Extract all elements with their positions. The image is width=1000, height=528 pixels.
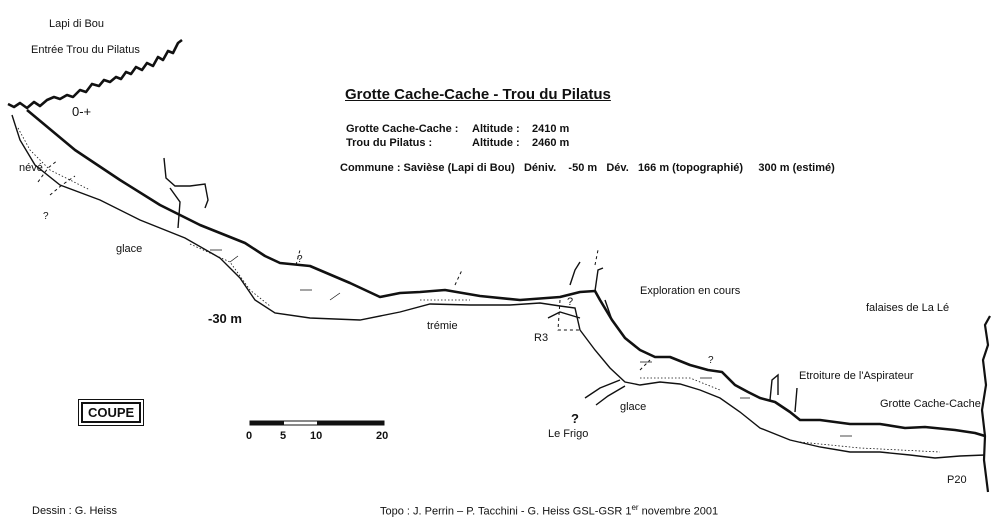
label-tremie: trémie: [427, 320, 458, 332]
svg-text:?: ?: [297, 254, 303, 265]
rock-texture: [210, 250, 852, 436]
commune-line: [340, 162, 835, 174]
tdp-alt-label: Altitude :: [472, 137, 520, 149]
label-le-frigo: Le Frigo: [548, 428, 589, 440]
label-falaises: falaises de La Lé: [866, 302, 950, 314]
label-exploration: Exploration en cours: [640, 285, 741, 297]
dashed-lines: [38, 160, 650, 370]
footer-topo: [380, 503, 718, 518]
coupe-box: COUPE: [81, 402, 141, 423]
footer-dessin: Dessin : G. Heiss: [32, 505, 117, 517]
label-r3: R3: [534, 332, 549, 344]
label-etroiture: Etroiture de l'Aspirateur: [799, 370, 914, 382]
scale-tick-5: 5: [280, 430, 287, 442]
footer-topo-sup: er: [631, 503, 639, 512]
footer-topo-date: novembre 2001: [638, 505, 719, 518]
gcc-alt-value: 2410 m: [532, 123, 570, 135]
label-depth-30: -30 m: [208, 311, 242, 326]
footer-topo-text: Topo : J. Perrin – P. Tacchini - G. Heiss GSL-GSR 1: [380, 505, 632, 518]
label-question-mark: ?: [567, 296, 574, 308]
scale-tick-0: 0: [246, 430, 253, 442]
label-zero: 0-+: [72, 104, 92, 119]
label-neve: névé: [19, 162, 43, 174]
deniv-value: -50 m: [568, 162, 598, 174]
gcc-alt-label: Altitude :: [472, 123, 520, 135]
label-lapi-di-bou: Lapi di Bou: [49, 18, 105, 30]
gcc-name: Grotte Cache-Cache :: [346, 123, 459, 135]
label-glace-right: glace: [620, 401, 647, 413]
label-p20: P20: [947, 474, 967, 486]
scale-bar: [250, 421, 384, 425]
frigo-branch: [585, 380, 625, 405]
dev-estimated: 300 m (estimé): [758, 162, 835, 174]
dev-value: 166 m (topographié): [637, 162, 744, 174]
scale-tick-20: 20: [376, 430, 389, 442]
svg-text:?: ?: [708, 355, 714, 366]
svg-text:?: ?: [571, 411, 579, 426]
tdp-alt-value: 2460 m: [532, 137, 570, 149]
commune: Commune : Savièse (Lapi di Bou): [340, 162, 515, 174]
ceiling-line: [27, 110, 985, 436]
dev-label: Dév.: [606, 162, 629, 174]
label-glace-left: glace: [116, 243, 143, 255]
label-grotte-cc: Grotte Cache-Cache: [880, 398, 981, 410]
map-title: Grotte Cache-Cache - Trou du Pilatus: [345, 86, 611, 103]
floor-detail: [18, 128, 940, 452]
scale-tick-10: 10: [310, 430, 323, 442]
label-entree: Entrée Trou du Pilatus: [31, 44, 140, 56]
tdp-name: Trou du Pilatus :: [346, 137, 433, 149]
cliff-line: [982, 316, 990, 492]
deniv-label: Déniv.: [523, 162, 557, 174]
svg-text:?: ?: [43, 211, 49, 222]
